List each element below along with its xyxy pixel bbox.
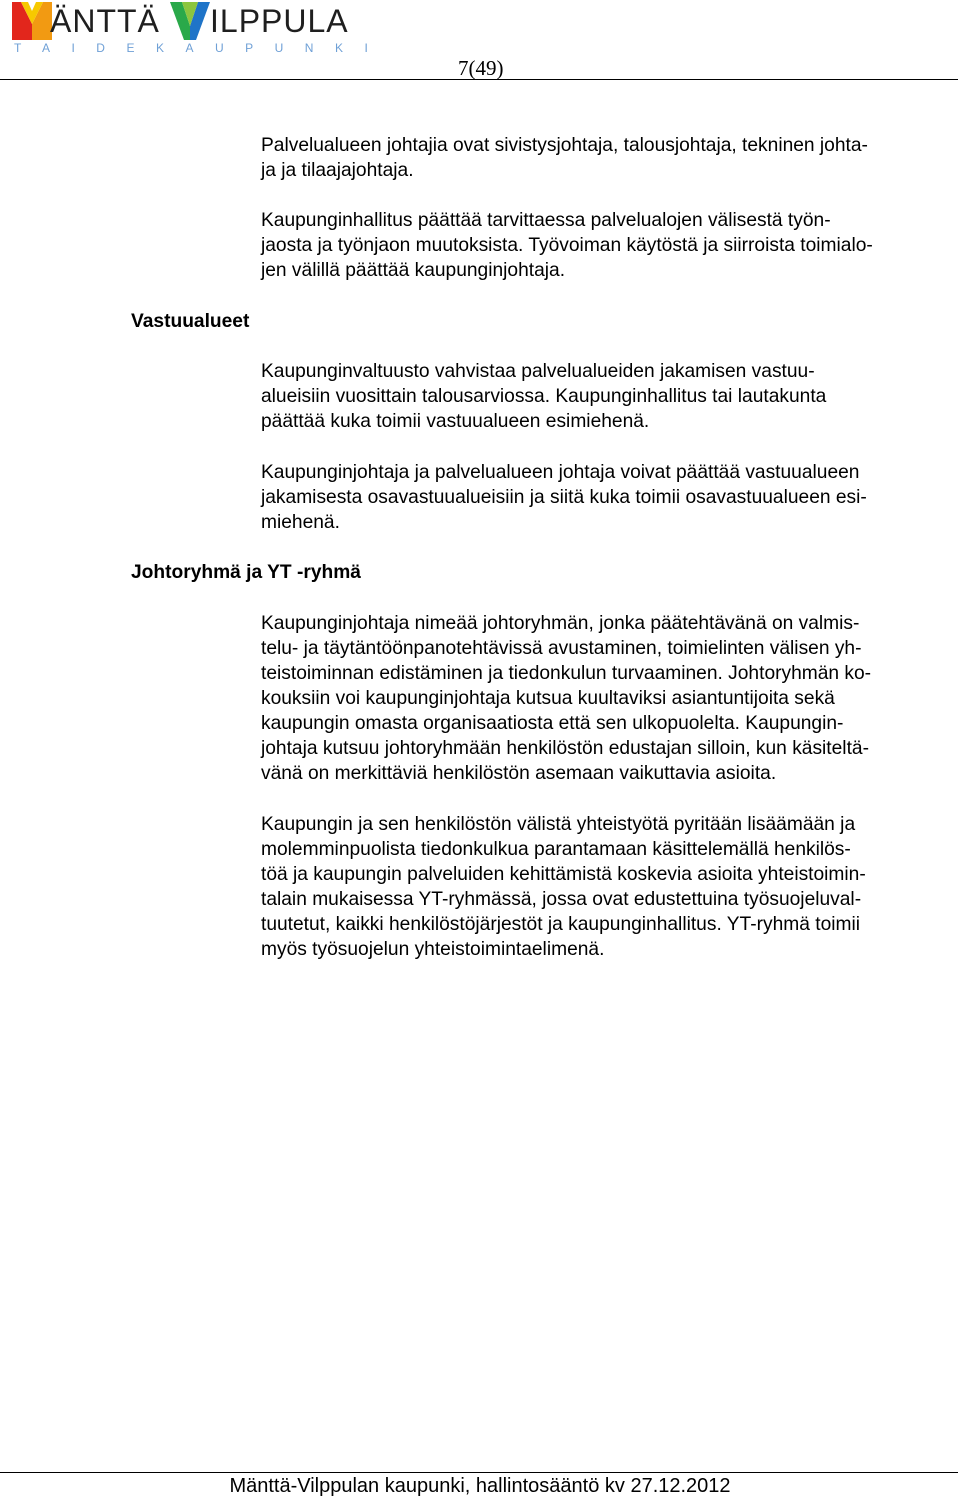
page-number: 7(49) bbox=[458, 56, 504, 80]
text-line: töä ja kaupungin palveluiden kehittämistä koskevia asioita yhteistoimin- bbox=[261, 864, 866, 885]
text-line: molemminpuolista tiedonkulkua parantamaan käsittelemällä henkilös- bbox=[261, 839, 851, 860]
text-line: jaosta ja työnjaon muutoksista. Työvoiman käytöstä ja siirroista toimialo- bbox=[261, 235, 873, 256]
text-line: johtaja kutsuu johtoryhmään henkilöstön edustajan silloin, kun käsiteltä- bbox=[261, 738, 869, 759]
paragraph-1 bbox=[261, 133, 960, 183]
text-line: jakamisesta osavastuualueisiin ja siitä kuka toimii osavastuualueen esi- bbox=[261, 487, 867, 508]
text-line: jen välillä päättää kaupunginjohtaja. bbox=[261, 260, 566, 281]
text-line: kaupungin omasta organisaatiosta että sen ulkopuolelta. Kaupungin- bbox=[261, 713, 844, 734]
text-line: Kaupunginjohtaja ja palvelualueen johtaja voivat päättää vastuualueen bbox=[261, 462, 860, 483]
text-line: teistoiminnan edistäminen ja tiedonkulun turvaaminen. Johtoryhmän ko- bbox=[261, 663, 872, 684]
paragraph-6 bbox=[261, 812, 960, 962]
text-line: päättää kuka toimii vastuualueen esimiehenä. bbox=[261, 411, 650, 432]
section-heading-vastuualueet: Vastuualueet bbox=[131, 311, 250, 332]
text-line: kouksiin voi kaupunginjohtaja kutsua kuultaviksi asiantuntijoita sekä bbox=[261, 688, 835, 709]
header-divider bbox=[0, 79, 958, 80]
text-line: miehenä. bbox=[261, 512, 340, 533]
footer-divider bbox=[0, 1472, 958, 1473]
logo-text-part2: ILPPULA bbox=[210, 3, 349, 39]
logo-subtitle: TAIDEKAUPUNKI bbox=[14, 41, 390, 55]
section-heading-johtoryhma: Johtoryhmä ja YT -ryhmä bbox=[131, 562, 361, 583]
text-line: Kaupunginvaltuusto vahvistaa palvelualueiden jakamisen vastuu- bbox=[261, 361, 815, 382]
city-logo bbox=[12, 2, 390, 55]
text-line: tuutetut, kaikki henkilöstöjärjestöt ja kaupunginhallitus. YT-ryhmä toimii bbox=[261, 914, 861, 935]
logo-v-icon bbox=[170, 2, 210, 40]
logo-text-part1: ÄNTTÄ bbox=[50, 3, 160, 39]
paragraph-2 bbox=[261, 208, 960, 283]
text-line: talain mukaisessa YT-ryhmässä, jossa ovat edustettuina työsuojeluval- bbox=[261, 889, 862, 910]
text-line: alueisiin vuosittain talousarviossa. Kaupunginhallitus tai lautakunta bbox=[261, 386, 827, 407]
paragraph-3 bbox=[261, 359, 960, 434]
text-line: myös työsuojelun yhteistoimintaelimenä. bbox=[261, 939, 605, 960]
paragraph-4 bbox=[261, 460, 960, 535]
text-line: Palvelualueen johtajia ovat sivistysjohtaja, talousjohtaja, tekninen johta- bbox=[261, 135, 868, 156]
text-line: telu- ja täytäntöönpanotehtävissä avustaminen, toimielinten välisen yh- bbox=[261, 638, 862, 659]
text-line: Kaupunginjohtaja nimeää johtoryhmän, jonka päätehtävänä on valmis- bbox=[261, 613, 860, 634]
text-line: ja ja tilaajajohtaja. bbox=[261, 160, 414, 181]
logo-m-icon bbox=[12, 2, 52, 40]
text-line: Kaupunginhallitus päättää tarvittaessa palvelualojen välisestä työn- bbox=[261, 210, 831, 231]
text-line: vänä on merkittäviä henkilöstön asemaan vaikuttavia asioita. bbox=[261, 763, 777, 784]
footer-text: Mänttä-Vilppulan kaupunki, hallintosääntö kv 27.12.2012 bbox=[229, 1475, 731, 1497]
paragraph-5 bbox=[261, 611, 960, 786]
text-line: Kaupungin ja sen henkilöstön välistä yhteistyötä pyritään lisäämään ja bbox=[261, 814, 856, 835]
